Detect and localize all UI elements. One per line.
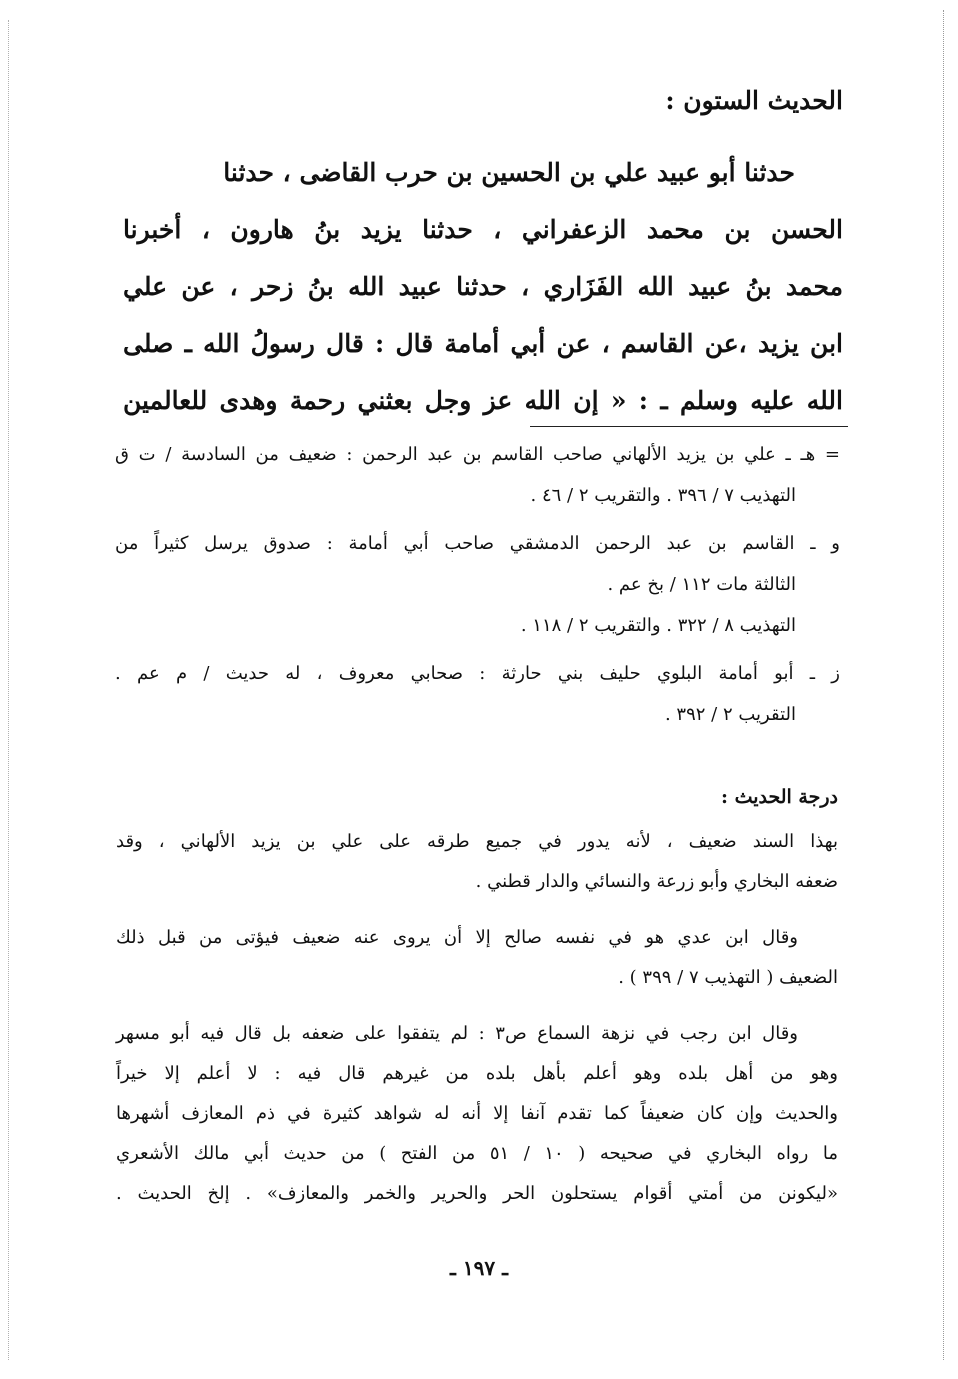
footnote-line: التهذيب ٨ / ٣٢٢ . والتقريب ٢ / ١١٨ . [520,615,796,636]
grade-line: «ليكونن من أمتي أقوام يستحلون الحر والحرير والخمر والمعازف» . إلخ الحديث . [116,1183,838,1204]
hadith-heading: الحديث الستون : [665,86,843,115]
grade-line: وقال ابن عدي هو في نفسه صالح إلا أن يروى عنه ضعيف فيؤتى من قبل ذلك [116,927,798,948]
grade-text [116,822,838,1214]
grade-line: والحديث وإن كان ضعيفاً كما تقدم آنفا إلا أنه له شواهد كثيرة في ذم المعازف أشهرها [116,1103,838,1124]
grade-line: ما رواه البخاري في صحيحه ( ١٠ / ٥١ من الفتح ) من حديث أبي مالك الأشعري [116,1143,838,1164]
footnotes [115,434,840,735]
hadith-line: حدثنا أبو عبيد علي بن الحسين بن حرب القاضى ، حدثنا [223,158,795,187]
page-edge-dots-left [8,20,9,1360]
hadith-line: الحسن بن محمد الزعفراني ، حدثنا يزيد بنُ هارون ، أخبرنا [123,215,843,244]
grade-line: ضعفه البخاري وأبو زرعة والنسائي والدار قطني . [475,871,838,892]
page-number: ـ ١٩٧ ـ [450,1256,508,1280]
hadith-text [123,144,843,429]
grade-line: وهو من أهل بلده وهو أعلم بأهل بلده من غيرهم قال فيه : لا أعلم إلا خيراً [116,1063,838,1084]
footnote-line: ز ـ أبو أمامة البلوي حليف بني حارثة : صحابي معروف ، له حديث / م عم . [115,663,840,684]
footnote-line: = هـ ـ علي بن يزيد الألهاني صاحب القاسم بن عبد الرحمن : ضعيف من السادسة / ت ق [115,444,840,465]
grade-line: الضعيف ( التهذيب ٧ / ٣٩٩ ) . [618,967,838,988]
footnote-line: الثالثة مات ١١٢ / بخ عم . [607,574,796,595]
hadith-line: ابن يزيد ،عن القاسم ، عن أبي أمامة قال : قال رسولُ الله ـ صلى [123,329,843,358]
footnote-line: التهذيب ٧ / ٣٩٦ . والتقريب ٢ / ٤٦ . [530,485,796,506]
hadith-line: الله عليه وسلم ـ : « إن الله عز وجل بعثني رحمة وهدى للعالمين [123,386,843,415]
page-edge-dots-right [943,10,944,1360]
footnote-line: التقريب ٢ / ٣٩٢ . [664,704,796,725]
footnote-divider [530,426,848,427]
hadith-line: محمد بنُ عبيد الله الفَزَاري ، حدثنا عبيد الله بنُ زحر ، عن علي [123,272,843,301]
footnote-line: و ـ القاسم بن عبد الرحمن الدمشقي صاحب أبي أمامة : صدوق يرسل كثيراً من [115,533,840,554]
grade-line: وقال ابن رجب في نزهة السماع ص٣ : لم يتفقوا على ضعفه بل قال فيه أبو مسهر [116,1023,798,1044]
grade-line: بهذا السند ضعيف ، لأنه يدور في جميع طرقه على علي بن يزيد الألهاني ، وقد [116,831,838,852]
grade-heading: درجة الحديث : [720,786,838,808]
